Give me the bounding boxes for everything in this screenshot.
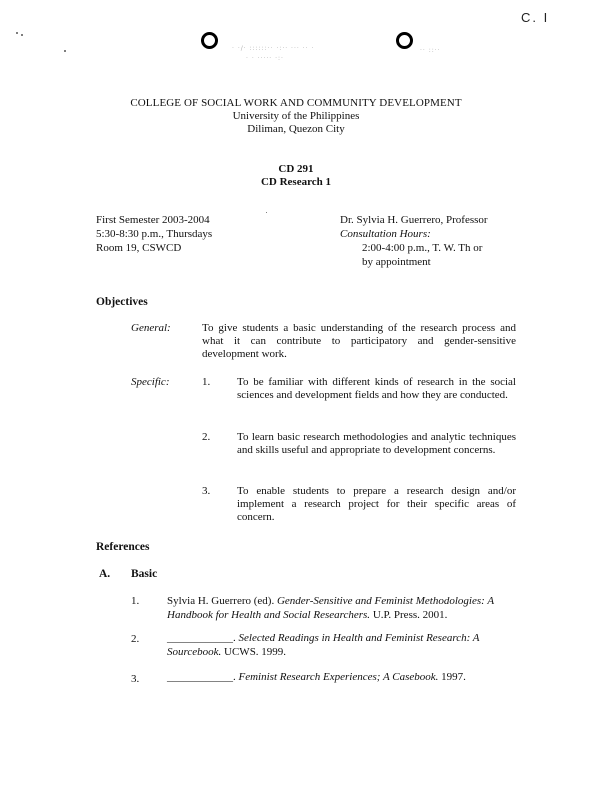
university-location: Diliman, Quezon City	[247, 123, 345, 135]
reference-publisher: 1997.	[441, 671, 466, 683]
references-subsection-title: Basic	[131, 568, 158, 580]
course-code: CD 291	[278, 163, 314, 175]
reference-author: Sylvia H. Guerrero (ed).	[167, 595, 275, 607]
scan-speck	[266, 212, 267, 213]
reference-entry	[167, 594, 517, 622]
specific-label: Specific:	[131, 376, 170, 388]
specific-objective-text: To be familiar with different kinds of research in the social sciences and development fields and how they are conducted.	[237, 376, 516, 401]
punch-hole-icon	[396, 32, 413, 49]
scan-speck	[21, 34, 23, 36]
reference-author-blank: ____________.	[167, 632, 236, 644]
general-label: General:	[131, 322, 171, 334]
general-objective-text: To give students a basic understanding of the research process and what it can contribute to participatory and gender-sensitive development work.	[202, 322, 516, 360]
reference-title: Feminist Research Experiences; A Casebook.	[238, 671, 439, 683]
specific-objective-number: 1.	[202, 376, 211, 388]
college-name: COLLEGE OF SOCIAL WORK AND COMMUNITY DEVELOPMENT	[130, 97, 462, 109]
reference-title: Gender-Sensitive and Feminist Methodologies: A Handbook for Health and Social Researchers.	[167, 595, 494, 621]
class-room: Room 19, CSWCD	[96, 242, 182, 254]
specific-objective-text: To learn basic research methodologies and analytic techniques and skills useful and appropriate to development concerns.	[237, 431, 516, 456]
specific-objective-text: To enable students to prepare a research design and/or implement a research project for their specific areas of concern.	[237, 485, 516, 523]
university-name: University of the Philippines	[232, 110, 360, 122]
class-time: 5:30-8:30 p.m., Thursdays	[96, 228, 213, 240]
references-heading: References	[96, 541, 150, 553]
punch-hole-icon	[201, 32, 218, 49]
specific-objective-number: 3.	[202, 485, 211, 497]
reference-publisher: UCWS. 1999.	[224, 646, 287, 658]
semester: First Semester 2003-2004	[96, 214, 210, 226]
course-title: CD Research 1	[260, 176, 332, 188]
scan-speck	[64, 50, 66, 52]
consultation-time: 2:00-4:00 p.m., T. W. Th or	[362, 242, 483, 254]
consultation-label: Consultation Hours:	[340, 228, 431, 240]
scan-speck	[16, 32, 18, 34]
page-mark: C. I	[521, 10, 550, 25]
reference-title: Selected Readings in Health and Feminist Research: A Sourcebook.	[167, 632, 480, 658]
reference-publisher: U.P. Press. 2001.	[372, 609, 448, 621]
faded-stamp-graphic: · · ····· ·:·	[246, 55, 284, 62]
specific-objective-number: 2.	[202, 431, 211, 443]
reference-number: 3.	[131, 673, 140, 685]
faded-stamp-graphic: · ·/· ::::::·· ·:·· ··· ·· ·	[232, 45, 315, 52]
reference-author-blank: ____________.	[167, 671, 236, 683]
references-subsection-letter: A.	[99, 568, 111, 580]
professor-name: Dr. Sylvia H. Guerrero, Professor	[340, 214, 488, 226]
reference-entry	[167, 670, 517, 684]
reference-number: 2.	[131, 633, 140, 645]
reference-number: 1.	[131, 595, 140, 607]
reference-entry	[167, 631, 517, 659]
consultation-note: by appointment	[362, 256, 431, 268]
faded-stamp-graphic: ·· ::··	[420, 47, 441, 54]
objectives-heading: Objectives	[96, 296, 148, 308]
